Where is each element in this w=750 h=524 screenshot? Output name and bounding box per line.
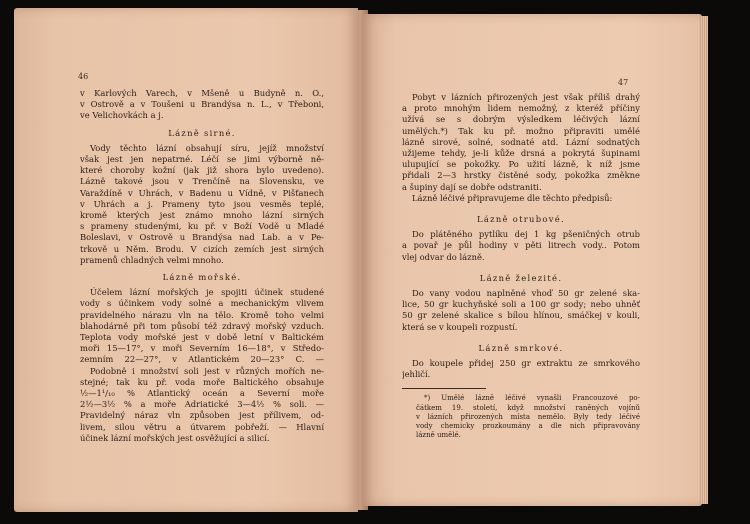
text-line: lice, 50 gr kuchyňské soli a 100 gr sody; nebo uhněť [402,299,640,310]
right-page [362,14,702,506]
text-line: Lázně takové jsou v Trenčíně na Slovensku, ve [80,176,324,187]
text-line: přidali 2—3 hrstky čistěné sody, pokožka změkne [402,170,640,181]
text-line: Podobně i množství soli jest v různých mořích ne- [90,365,324,376]
text-line: Do koupele přidej 250 gr extraktu ze smrkového [412,358,640,369]
text-line: vody s účinkem vody solné a mechanickým vlivem [80,298,324,309]
text-line: 2½—3½ % a moře Adriatické 3—4½ % soli. — [80,399,324,410]
section-body-otrubove [402,229,640,263]
text-line: Účelem lázní mořských je spojiti účinek studené [90,287,324,298]
text-line: užijeme tehdy, je-li kůže drsná a pokrytá šupinami [402,148,640,159]
text-line: Boleslavi, v Ostrově u Brandýsa nad Lab. a v Pe- [80,232,324,243]
text-line: Vody těchto lázní obsahují síru, jejíž množství [90,142,324,153]
section-heading-otrubove: Lázně otrubové. [476,214,566,225]
text-line: užívá se s dobrým výsledkem léčivých lázní [402,114,640,125]
page-number-right: 47 [618,78,629,87]
text-line: Teplota vody mořské jest v době letní v Baltickém [80,332,324,343]
text-line: Pravidelný náraz vln způsoben jest přílivem, od- [80,410,324,421]
text-line: a povař je půl hodiny v pěti litrech vody.. Potom [402,240,640,251]
section-heading-sirne: Lázně sirné. [168,127,236,138]
text-line: moři 15—17°, v moři Severním 16—18°, v Středo- [80,343,324,354]
text-line: s prameny studenými, ku př. v Boží Vodě u Mladé [80,221,324,232]
section-heading-smrkove: Lázně smrkové. [478,342,564,353]
footnote-line: v lázních přirozených místa nemělo. Byly tedy léčivé [416,412,640,421]
text-line: Do plátěného pytlíku dej 1 kg pšeničných otrub [412,229,640,240]
text-line: která se v koupeli rozpustí. [402,321,518,332]
text-line: 50 gr zelené skalice s bílou hlínou, smáčkej v kouli, [402,310,640,321]
left-page [14,8,358,512]
footnote-line: lázně umělé. [416,431,461,440]
text-line: Do vany vodou naplněné vhoď 50 gr zelené ska- [412,288,640,299]
text-line: ulupující se pokožky. Po užití lázně, k níž jsme [402,159,640,170]
text-line: Varaždíně v Uhrách, v Badenu u Vídně, v Pišťanech [80,187,324,198]
text-line: kromě kterých jest známo mnoho lázní sirných [80,210,324,221]
text-line: Pobyt v lázních přirozených jest však příliš drahý [412,92,640,102]
page-number-left: 46 [78,72,89,81]
text-line: účinek lázní mořských jest osvěžující a silicí. [80,432,270,443]
text-line: vlej odvar do lázně. [402,251,485,262]
section-body-morske [80,287,324,444]
section-body-zelezite [402,288,640,333]
footnote-rule [402,388,486,389]
text-line: ve Velichovkách a j. [80,110,164,121]
text-line: trkově u Něm. Brodu. V cizích zemích jest sirných [80,243,324,254]
text-line: v Ostrově a v Toušeni u Brandýsa n. L., v Třeboni, [80,99,324,110]
section-body-smrkove [402,358,640,380]
text-line: pravidelného nárazu vln na tělo. Kromě toho velmi [80,309,324,320]
footnote-line: čátkem 19. století, když množství raněných vojínů [416,403,640,412]
page-edges [700,16,708,504]
text-line: které choroby kožní (jak již shora bylo uvedeno). [80,165,324,176]
text-line: pramenů chladných velmi mnoho. [80,254,224,265]
intro-block [80,88,324,122]
section-body-sirne [80,143,324,266]
text-line: ½—1¹/₁₀ % Atlantický oceán a Severní moře [80,388,324,399]
text-line: jehličí. [402,369,431,380]
section-heading-morske: Lázně mořské. [162,272,242,283]
text-line: v Uhrách a j. Prameny tyto jsou vesměs teplé, [80,198,324,209]
right-page-text [402,92,640,440]
footnote [402,394,640,440]
text-line: lázně sirové, solné, sodnaté atd. Lázní sodnatých [402,136,640,147]
text-line: zemním 22—27°, v Atlantickém 20—23° C. — [80,354,324,365]
text-line: a proto mnohým lidem nemožný, z kteréž příčiny [402,103,640,114]
text-line: livem, silou větru a útvarem pobřeží. — Hlavní [80,421,324,432]
left-page-text [80,88,324,444]
text-line: však jest jen nepatrné. Léčí se jimi výborně ně- [80,154,324,165]
intro-block [402,92,640,204]
text-line: blahodárně při tom působí též zdravý mořský vzduch. [80,320,324,331]
footnote-line: *) Umělé lázně léčivé vynašli Francouzové po- [424,394,640,403]
text-line: stejné; tak ku př. voda moře Baltického obsahuje [80,376,324,387]
footnote-line: vody chemicky prozkoumány a dle nich připravovány [416,422,640,431]
text-line: v Karlových Varech, v Mšeně u Budyně n. O., [80,88,324,98]
text-line: a šupiny dají se dobře odstraniti. [402,181,542,192]
section-heading-zelezite: Lázně železité. [479,272,563,283]
text-line: Lázně léčivé připravujeme dle těchto předpisů: [412,192,613,203]
text-line: umělých.*) Tak ku př. možno připraviti umělé [402,125,640,136]
